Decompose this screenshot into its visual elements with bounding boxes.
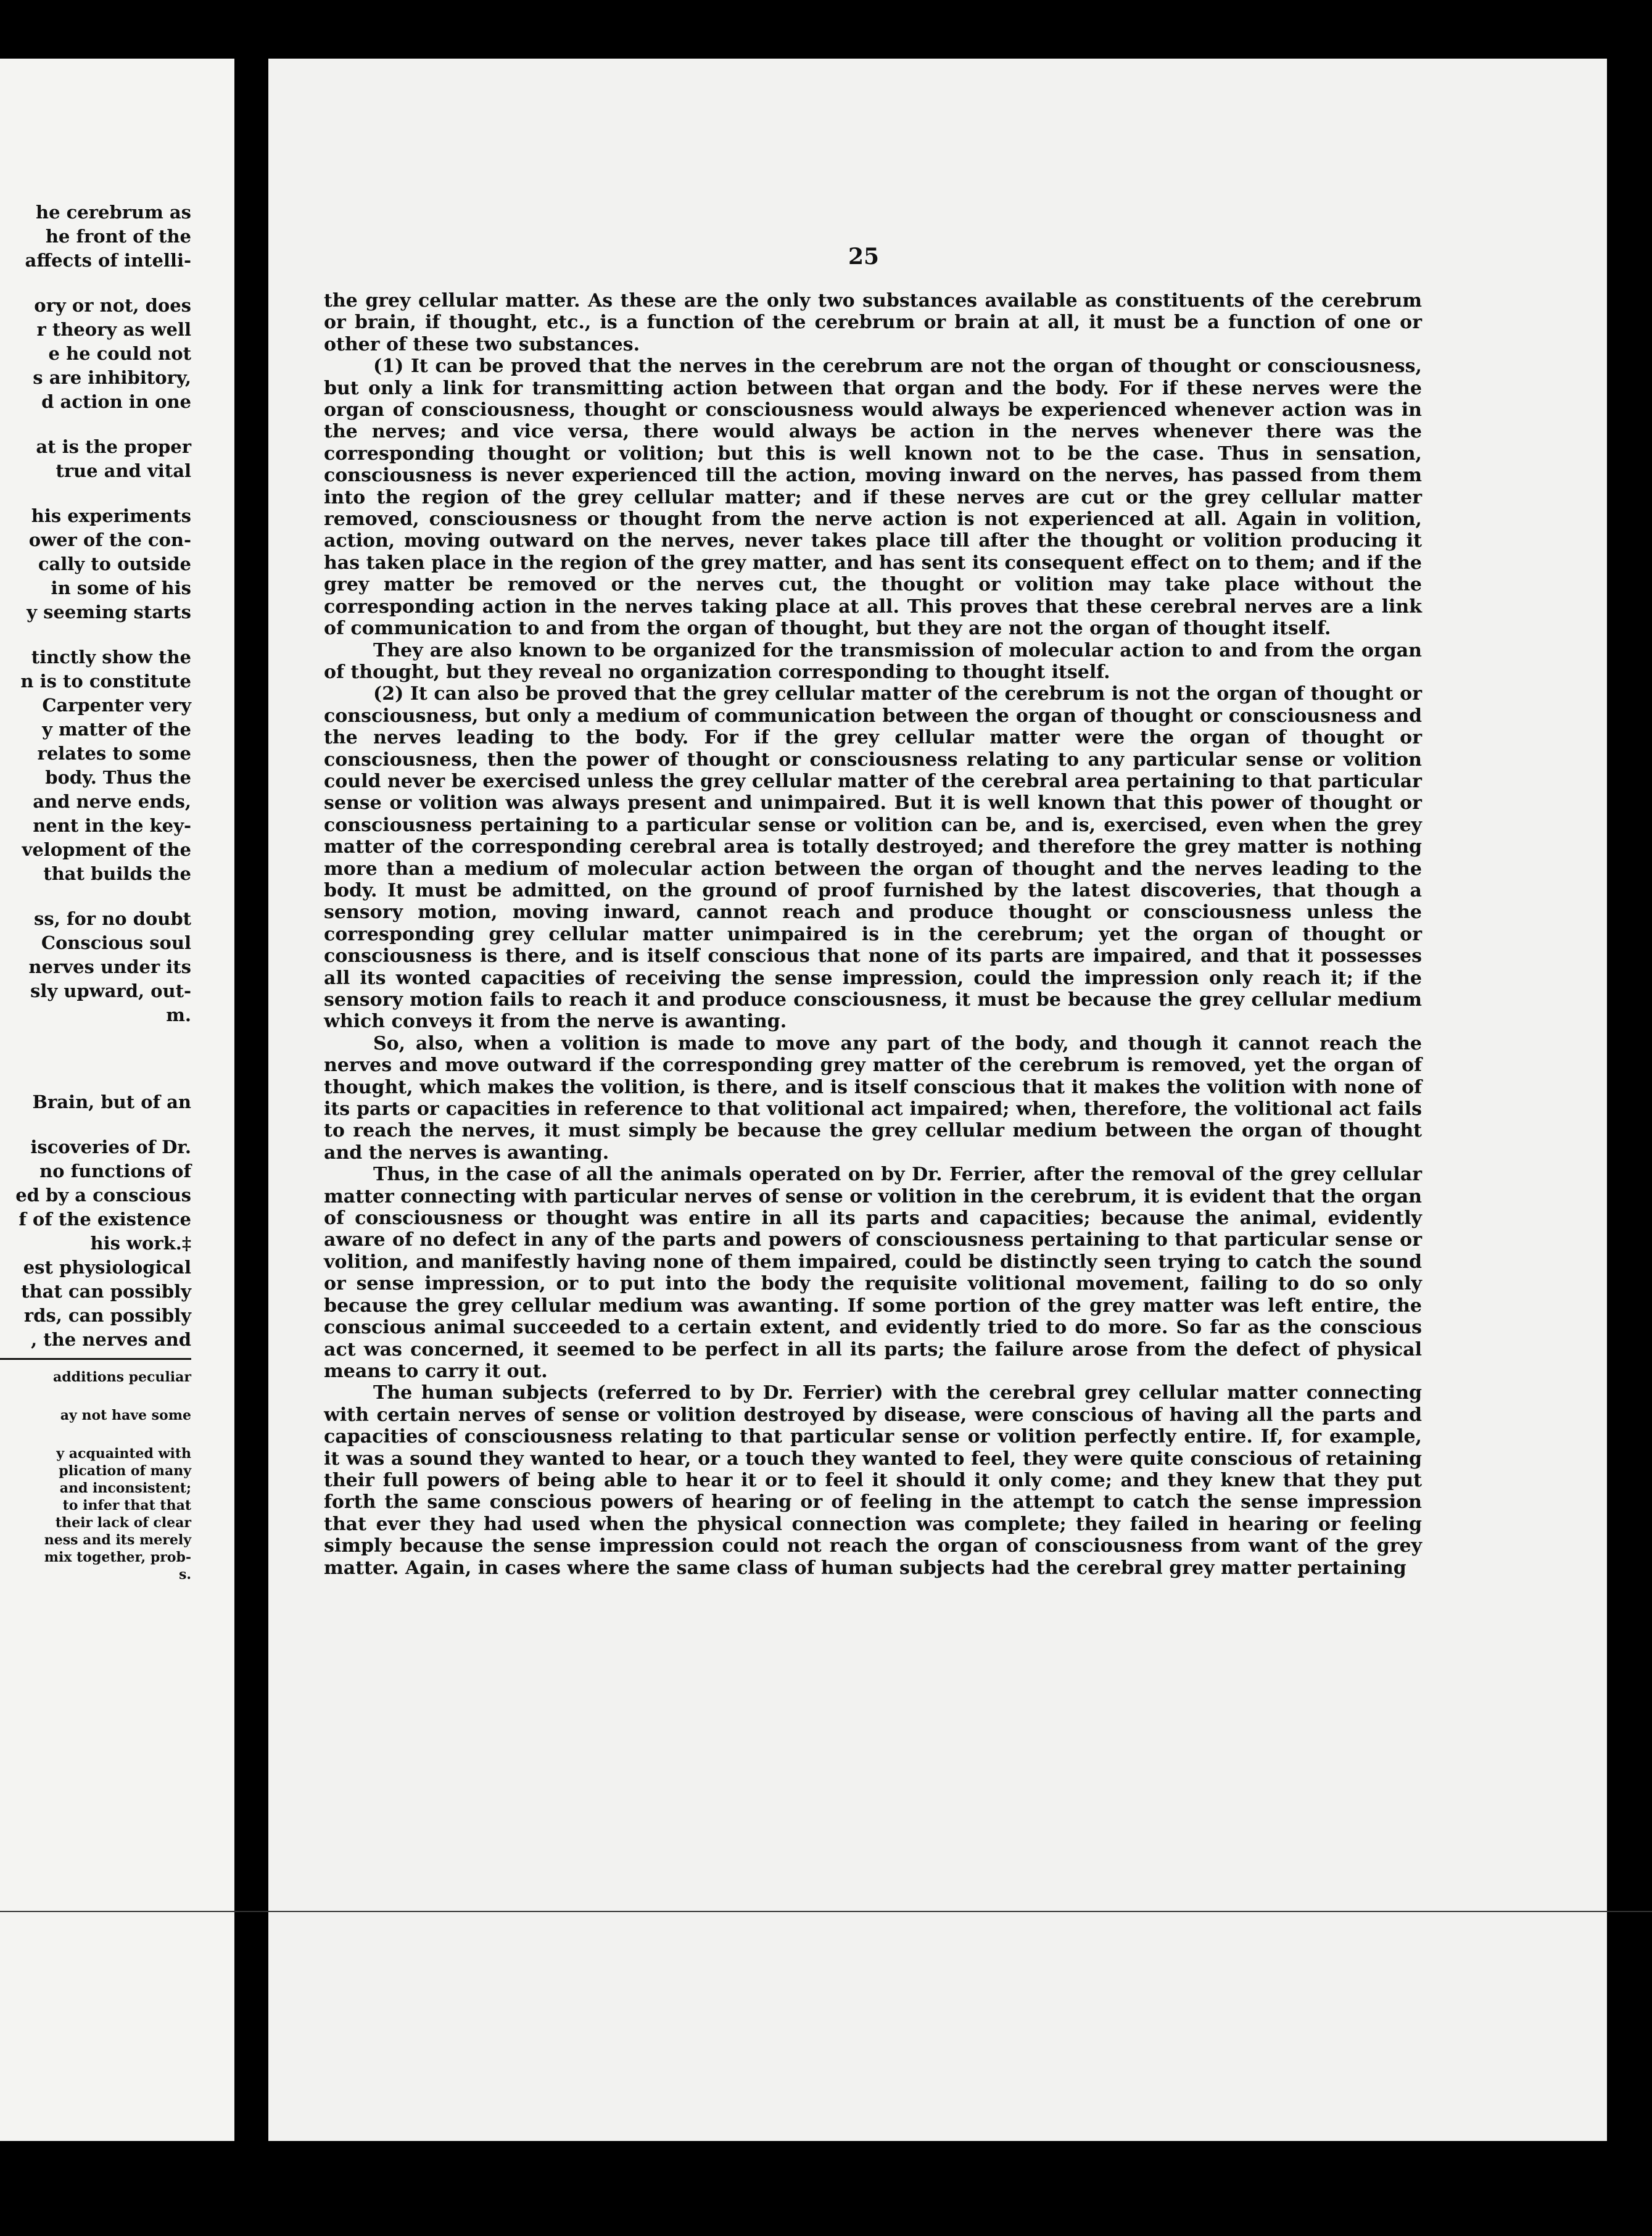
left-line — [0, 624, 191, 645]
paragraph-1: (1) It can be proved that the nerves in the cerebrum are not the organ of thought or consciousness, but only a link for transmitting action between that organ and the body. For if these nerves were the organ of consciousness, thought or consciousness would always be experienced whenever action was in the nerves; and vice versa, there would always be action in the nerves whenever there was the corresponding thought or volition; but this is well known not to be the case. Thus in sensation, consciousness is never experienced till the action, moving inward on the nerves, has passed from them into the region of the grey cellular matter; and if these nerves are cut or the grey cellular matter removed, consciousness or thought from the nerve action is not experienced at all. Again in volition, action, moving outward on the nerves, never takes place till after the thought or volition producing it has taken place in the region of the grey matter, and has sent its consequent effect on to them; and if the grey matter be removed or the nerves cut, the thought or volition may take place without the corresponding action in the nerves taking place at all. This proves that these cerebral nerves are a link of communication to and from the organ of thought, but they are not the organ of thought itself. — [324, 355, 1422, 640]
left-line: body. Thus the — [45, 767, 191, 788]
left-line: Conscious soul — [41, 932, 191, 953]
left-line: ay not have some — [60, 1407, 191, 1423]
left-line: ness and its merely — [44, 1532, 191, 1548]
paragraph-4: So, also, when a volition is made to move any part of the body, and though it cannot reach the nerves and move outward if the corresponding grey matter of the cerebrum is removed, yet the organ of thought, which makes the volition, is there, and is itself conscious that it makes the volition with none of its parts or capacities in reference to that volitional act impaired; when, therefore, the volitional act fails to reach the nerves, it must simply be because the grey cellular medium between the organ of thought and the nerves is awanting. — [324, 1032, 1422, 1164]
paragraph-5: Thus, in the case of all the animals operated on by Dr. Ferrier, after the removal of the grey cellular matter connecting with particular nerves of sense or volition in the cerebrum, it is evident that the organ of consciousness or thought was entire in all its parts and capacities; because the animal, evidently aware of no defect in any of the parts and powers of consciousness pertaining to that particular sense or volition, and manifestly having none of them impaired, could be distinctly seen trying to catch the sound or sense impression, or to put into the body the requisite volitional movement, failing to do so only because the grey cellular medium was awanting. If some portion of the grey matter was left entire, the conscious animal succeeded to a certain extent, and evidently tried to do more. So far as the conscious act was concerned, it seemed to be perfect in all its parts; the failure arose from the defect of physical means to carry it out. — [324, 1164, 1422, 1382]
left-line: iscoveries of Dr. — [30, 1137, 191, 1157]
paragraph-6: The human subjects (referred to by Dr. Ferrier) with the cerebral grey cellular matter connecting with certain nerves of sense or volition destroyed by disease, were conscious of having all the parts and capacities of consciousness relating to that particular sense or volition perfectly entire. If, for example, it was a sound they wanted to hear, or a touch they wanted to feel, they were quite conscious of retaining their full powers of being able to hear it or to feel it should it only come; and they knew that they put forth the same conscious powers of hearing or of feeling in the attempt to catch the sense impression that ever they had used when the physical connection was complete; they failed in hearing or feeling simply because the sense impression could not reach the organ of consciousness from want of the grey matter. Again, in cases where the same class of human subjects had the cerebral grey matter pertaining — [324, 1382, 1422, 1579]
left-line: he cerebrum as — [35, 202, 191, 223]
left-line: and inconsistent; — [59, 1480, 191, 1496]
left-line: ed by a conscious — [15, 1185, 191, 1206]
left-line: to infer that that — [62, 1497, 191, 1513]
left-line: d action in one — [41, 391, 191, 412]
left-line: r theory as well — [36, 319, 191, 340]
left-line: y matter of the — [42, 719, 191, 740]
left-line: that can possibly — [21, 1281, 191, 1302]
left-line: ss, for no doubt — [34, 908, 191, 929]
left-line: y acquainted with — [56, 1446, 191, 1462]
left-line: Brain, but of an — [32, 1091, 191, 1112]
spacer — [0, 1048, 191, 1069]
left-line — [0, 1424, 191, 1445]
left-line: and nerve ends, — [33, 791, 191, 812]
scan-line — [0, 1911, 1652, 1912]
paragraph-2: They are also known to be organized for the transmission of molecular action to and from the organ of thought, but they reveal no organization corresponding to thought itself. — [324, 639, 1422, 683]
left-line: plication of many — [59, 1463, 191, 1479]
left-line — [0, 273, 191, 294]
left-line: true and vital — [56, 460, 191, 481]
left-line: no functions of — [39, 1161, 191, 1182]
left-line: Carpenter very — [42, 695, 191, 716]
left-line: est physiological — [23, 1257, 191, 1278]
left-line: y seeming starts — [27, 602, 191, 623]
left-line: at is the proper — [36, 436, 191, 457]
left-line: nent in the key- — [33, 815, 191, 836]
book-spine — [234, 43, 268, 2178]
left-line: rds, can possibly — [23, 1305, 191, 1326]
spacer — [0, 1069, 191, 1090]
left-page — [0, 59, 234, 2141]
paragraph-0: the grey cellular matter. As these are the only two substances available as constituents of the cerebrum or brain, if thought, etc., is a function of the cerebrum or brain at all, it must be a function of one or other of these two substances. — [324, 290, 1422, 355]
left-line: velopment of the — [22, 839, 191, 860]
left-line — [0, 1386, 191, 1407]
left-line: his experiments — [31, 505, 191, 526]
left-line — [0, 886, 191, 907]
left-line: he front of the — [45, 226, 191, 247]
left-line: s are inhibitory, — [33, 367, 191, 388]
spacer — [0, 1027, 191, 1048]
body-text — [324, 290, 1422, 1579]
left-line: ower of the con- — [28, 529, 191, 550]
left-line: tinctly show the — [31, 647, 191, 668]
left-line: , the nerves and — [31, 1329, 191, 1350]
left-line: their lack of clear — [55, 1515, 191, 1531]
left-line — [0, 414, 191, 435]
page-number: 25 — [848, 244, 880, 270]
left-line: s. — [178, 1567, 191, 1583]
left-line: m. — [166, 1004, 191, 1025]
left-line: affects of intelli- — [25, 250, 191, 271]
left-line: sly upward, out- — [30, 980, 191, 1001]
left-line: that builds the — [43, 863, 191, 884]
left-line: cally to outside — [38, 553, 191, 574]
left-line: f of the existence — [19, 1209, 191, 1230]
paragraph-3: (2) It can also be proved that the grey cellular matter of the cerebrum is not the organ of thought or consciousness, but only a medium of communication between the organ of thought or consciousness and the nerves leading to the body. For if the grey cellular matter were the organ of thought or consciousness, then the power of thought or consciousness relating to any particular sense or volition could never be exercised unless the grey cellular matter of the cerebral area pertaining to that particular sense or volition was always present and unimpaired. But it is well known that this power of thought or consciousness pertaining to a particular sense or volition can be, and is, exercised, even when the grey matter of the corresponding cerebral area is totally destroyed; and therefore the grey matter is nothing more than a medium of molecular action between the organ of thought and the nerves leading to the body. It must be admitted, on the ground of proof furnished by the latest discoveries, that though a sensory motion, moving inward, cannot reach and produce thought or consciousness unless the corresponding grey cellular matter unimpaired is in the cerebrum; yet the organ of thought or consciousness is there, and is itself conscious that none of its parts are impaired, and that it possesses all its wonted capacities of receiving the sense impression, could the impression only reach it; if the sensory motion fails to reach it and produce consciousness, it must be because the grey cellular medium which conveys it from the nerve is awanting. — [324, 683, 1422, 1033]
left-line: mix together, prob- — [44, 1549, 191, 1565]
left-line — [0, 483, 191, 504]
left-line: his work.‡ — [90, 1233, 191, 1254]
left-line: additions peculiar — [53, 1369, 191, 1385]
left-line: nerves under its — [28, 956, 191, 977]
left-line: relates to some — [37, 743, 191, 764]
left-line: in some of his — [51, 578, 191, 598]
footnote-rule — [0, 1358, 191, 1360]
left-line — [0, 1114, 191, 1135]
left-line: ory or not, does — [34, 295, 191, 316]
left-page-text — [0, 201, 191, 1583]
left-line: e he could not — [48, 343, 191, 364]
left-line: n is to constitute — [20, 671, 191, 692]
